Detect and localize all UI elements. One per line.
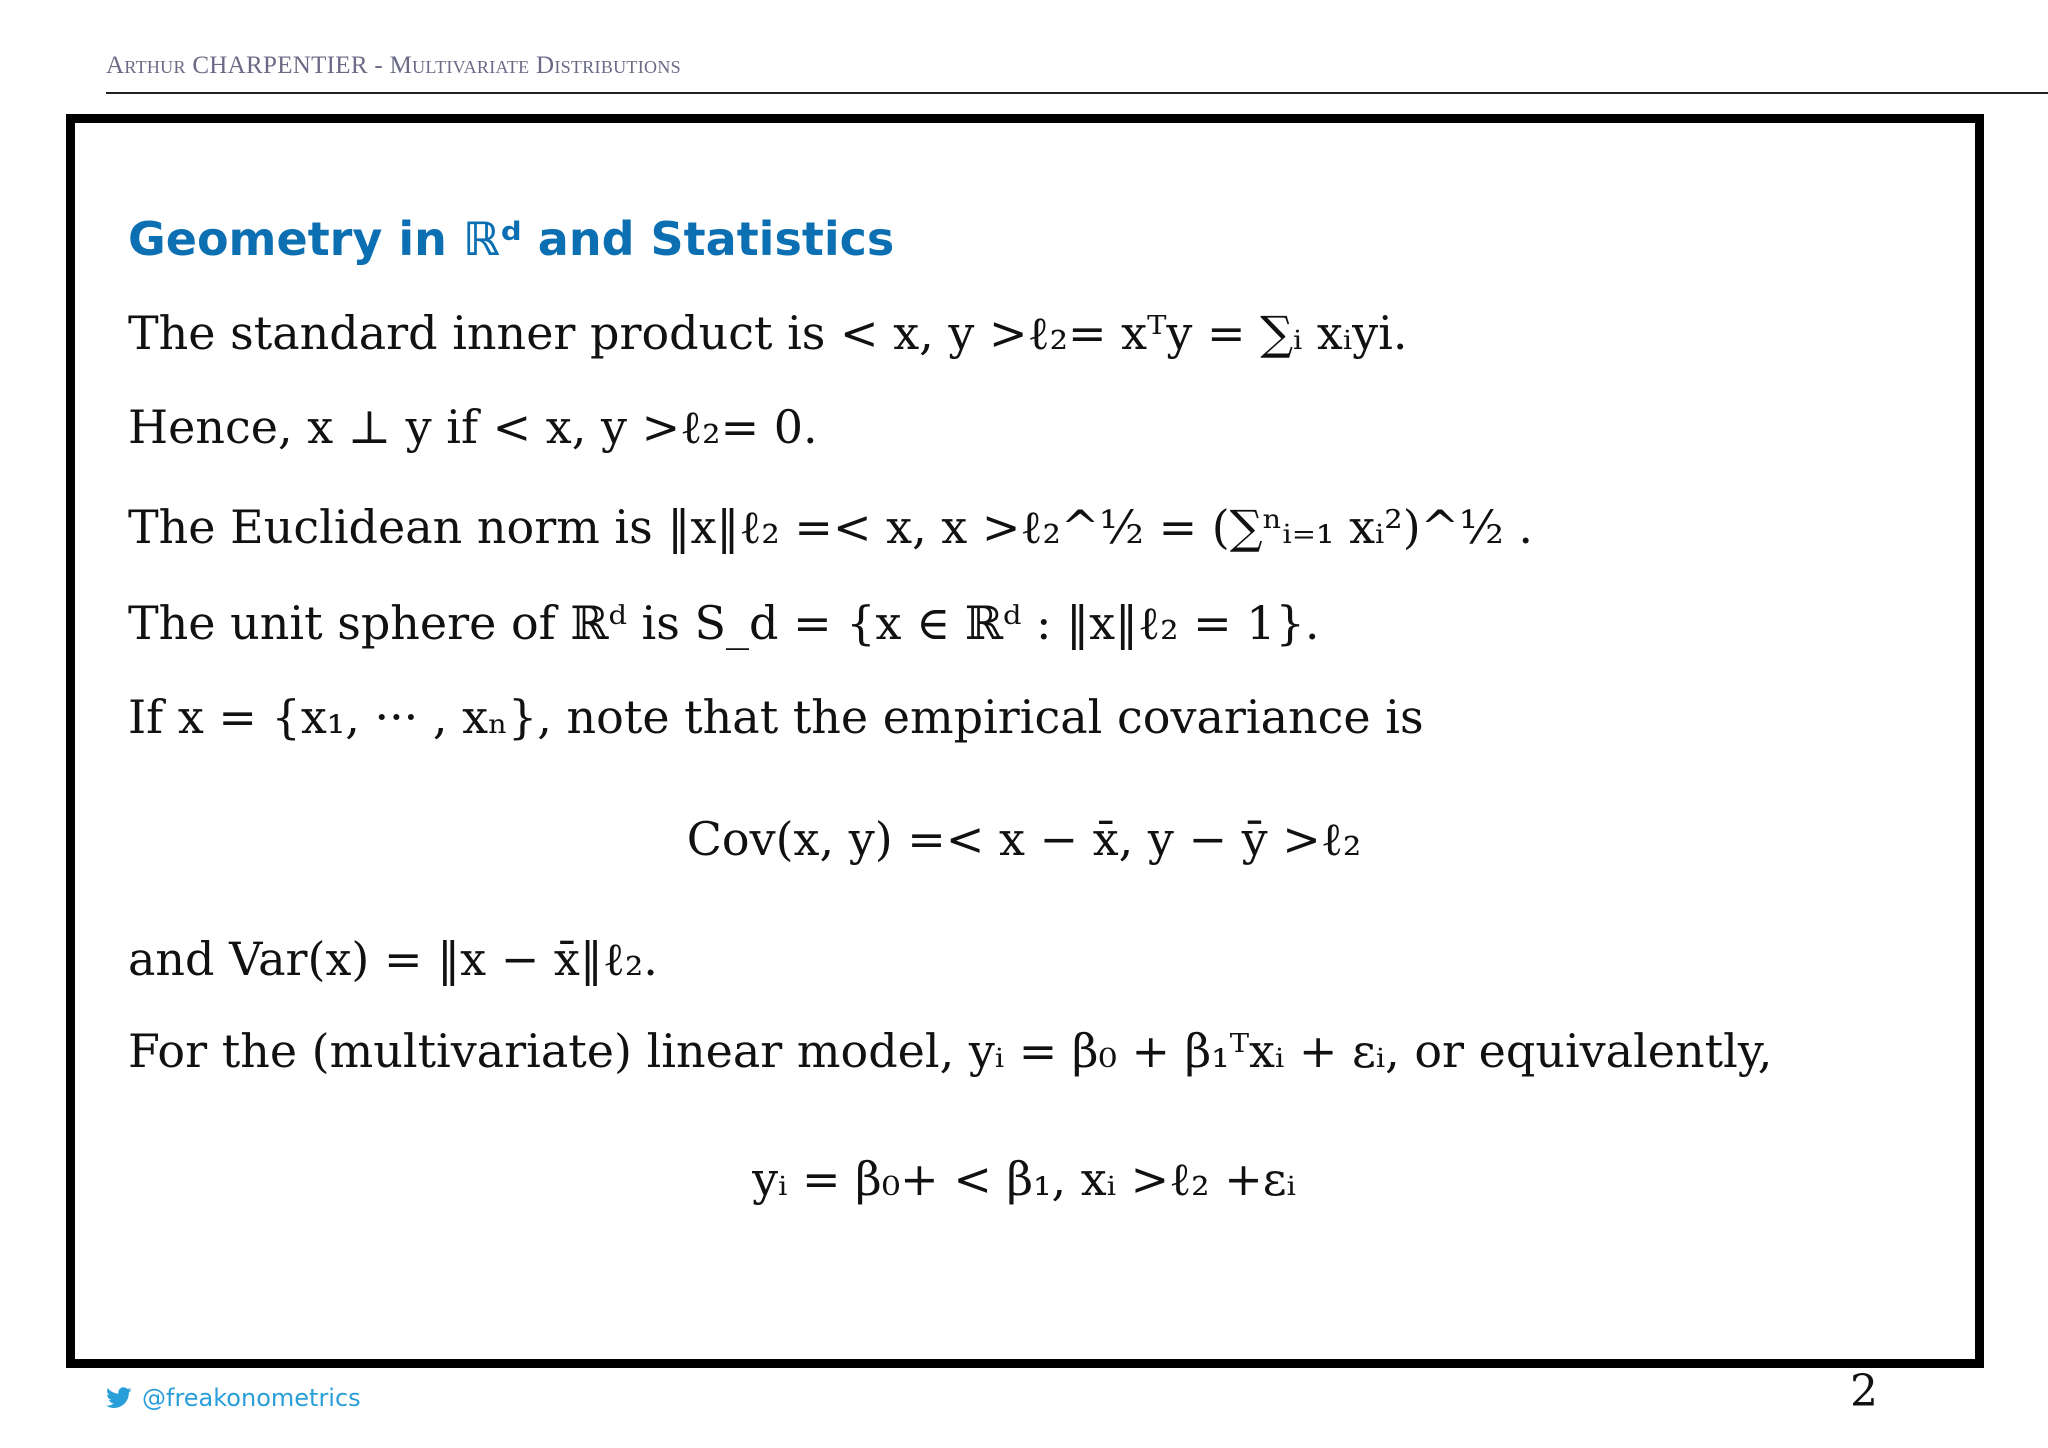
line-variance: and Var(x) = ‖x − x̄‖ℓ₂. — [128, 932, 658, 986]
line-linear-model: For the (multivariate) linear model, yᵢ = β₀ + β₁ᵀxᵢ + εᵢ, or equivalently, — [128, 1024, 1773, 1078]
page-number: 2 — [1850, 1366, 1878, 1417]
slide-title: Geometry in ℝᵈ and Statistics — [128, 212, 895, 266]
header-rule — [106, 92, 2048, 94]
twitter-handle-link[interactable] — [106, 1384, 361, 1412]
line-inner-product: The standard inner product is < x, y >ℓ₂= xᵀy = ∑ᵢ xᵢyi. — [128, 306, 1408, 360]
line-empirical-covariance: If x = {x₁, ··· , xₙ}, note that the empirical covariance is — [128, 690, 1424, 744]
twitter-bird-icon — [106, 1387, 132, 1409]
header-author: Arthur CHARPENTIER — [106, 52, 368, 79]
line-orthogonal: Hence, x ⊥ y if < x, y >ℓ₂= 0. — [128, 400, 818, 454]
equation-linear-model: yᵢ = β₀+ < β₁, xᵢ >ℓ₂ +εᵢ — [752, 1152, 1296, 1206]
twitter-handle: @freakonometrics — [142, 1384, 361, 1412]
header-separator: - — [367, 52, 390, 79]
line-unit-sphere: The unit sphere of ℝᵈ is S_d = {x ∈ ℝᵈ : ‖x‖ℓ₂ = 1}. — [128, 596, 1320, 650]
header-subject: Multivariate Distributions — [389, 52, 681, 79]
line-euclidean-norm: The Euclidean norm is ‖x‖ℓ₂ =< x, x >ℓ₂^½ = (∑ⁿᵢ₌₁ xᵢ²)^½ . — [128, 500, 1534, 554]
running-header — [106, 52, 681, 80]
equation-covariance: Cov(x, y) =< x − x̄, y − ȳ >ℓ₂ — [686, 812, 1362, 866]
